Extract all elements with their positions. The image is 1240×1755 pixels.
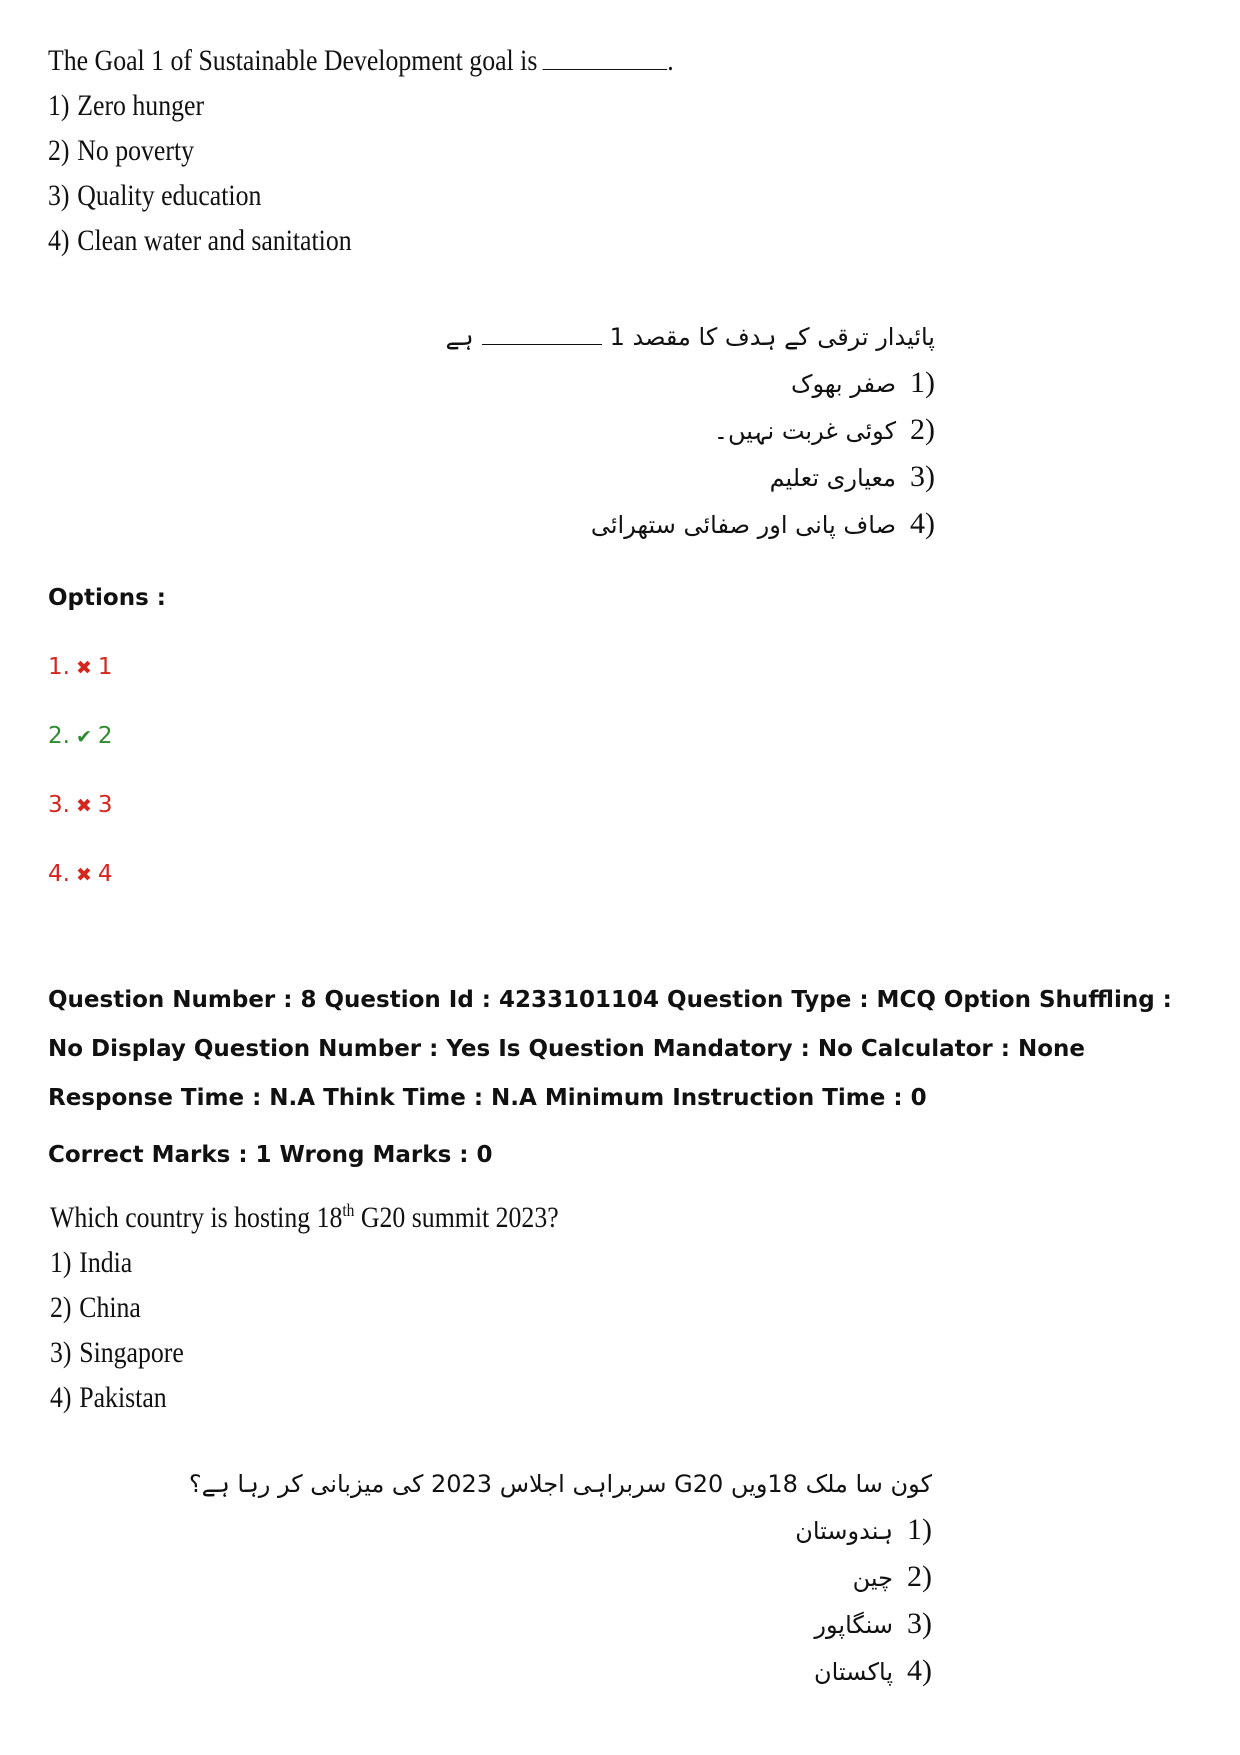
question-7-english [48, 38, 776, 263]
option-index: 4. [48, 861, 70, 887]
choice-text: پاکستان [813, 1658, 893, 1686]
option-index: 1. [48, 654, 70, 680]
choice-number: 1) [907, 1513, 932, 1546]
stem-text: The Goal 1 of Sustainable Development goal is [48, 44, 538, 77]
choice-text: سنگاپور [814, 1611, 893, 1639]
choice-3 [48, 173, 674, 218]
choice-number: 4) [48, 224, 70, 257]
answer-blank [543, 47, 668, 70]
choice-number: 4) [50, 1381, 72, 1414]
choice-1 [48, 83, 674, 128]
choice-text: Zero hunger [77, 89, 205, 122]
question-8-metadata: Question Number : 8 Question Id : 4233101104 Question Type : MCQ Option Shuffling : No Display Question Number : Yes Is Question Mandatory : No Calculator : None Response Time : N.A Think Time : N.A Minimum Instruction Time : 0 [48, 987, 1172, 1111]
option-2 [48, 723, 113, 749]
choice-number: 2) [50, 1291, 72, 1324]
choice-text: China [79, 1291, 141, 1324]
choice-number: 3) [910, 460, 935, 493]
cross-icon: ✖ [75, 657, 92, 679]
choice-1-urdu [445, 360, 935, 407]
option-value: 2 [97, 723, 113, 749]
question-stem-urdu [445, 315, 935, 360]
choice-text: کوئی غربت نہیں۔ [713, 417, 896, 445]
options-label: Options : [48, 585, 166, 611]
choice-text: No poverty [77, 134, 195, 167]
choice-number: 3) [50, 1336, 72, 1369]
ordinal-suffix: th [342, 1200, 355, 1220]
choice-text: معیاری تعلیم [769, 464, 896, 492]
choice-2-urdu [445, 407, 935, 454]
option-index: 2. [48, 723, 70, 749]
option-index: 3. [48, 792, 70, 818]
choice-3-urdu [445, 454, 935, 501]
question-7-urdu [445, 315, 935, 548]
option-4 [48, 861, 113, 887]
choice-4 [50, 1375, 559, 1420]
choice-text: Clean water and sanitation [77, 224, 352, 257]
question-stem [48, 38, 674, 83]
option-3 [48, 792, 113, 818]
choice-3 [50, 1330, 559, 1375]
choice-2 [48, 128, 674, 173]
question-8-marks: Correct Marks : 1 Wrong Marks : 0 [48, 1142, 493, 1168]
choice-text: صفر بھوک [790, 370, 896, 398]
choice-number: 2) [907, 1560, 932, 1593]
choice-4 [48, 218, 674, 263]
stem-text: Which country is hosting 18 [50, 1201, 343, 1234]
option-1 [48, 654, 113, 680]
option-value: 4 [97, 861, 113, 887]
stem-text-end: G20 summit 2023? [354, 1201, 559, 1234]
cross-icon: ✖ [75, 864, 92, 886]
choice-text: ہندوستان [795, 1517, 893, 1545]
option-value: 3 [97, 792, 113, 818]
cross-icon: ✖ [75, 795, 92, 817]
choice-2-urdu [189, 1554, 932, 1601]
choice-text: صاف پانی اور صفائی ستھرائی [590, 511, 896, 539]
choice-number: 3) [48, 179, 70, 212]
stem-text: کون سا ملک 18ویں G20 سربراہی اجلاس 2023 کی میزبانی کر رہا ہے؟ [188, 1470, 932, 1498]
choice-text: Quality education [77, 179, 262, 212]
choice-text: Singapore [79, 1336, 184, 1369]
choice-number: 1) [48, 89, 70, 122]
choice-3-urdu [189, 1601, 932, 1648]
stem-end: ہے [445, 323, 474, 351]
option-value: 1 [97, 654, 113, 680]
answer-blank [482, 322, 602, 345]
choice-number: 1) [910, 366, 935, 399]
question-stem-urdu [189, 1462, 932, 1507]
choice-number: 4) [910, 507, 935, 540]
choice-2 [50, 1285, 559, 1330]
question-stem [50, 1188, 559, 1240]
choice-text: Pakistan [79, 1381, 167, 1414]
question-8-english [50, 1188, 641, 1420]
choice-text: India [79, 1246, 133, 1279]
choice-text: چین [852, 1564, 893, 1592]
choice-1 [50, 1240, 559, 1285]
choice-number: 2) [910, 413, 935, 446]
choice-number: 1) [50, 1246, 72, 1279]
question-8-urdu [189, 1462, 932, 1695]
check-icon: ✔ [75, 726, 92, 748]
stem-text: پائیدار ترقی کے ہدف کا مقصد 1 [609, 323, 935, 351]
choice-number: 3) [907, 1607, 932, 1640]
choice-4-urdu [189, 1648, 932, 1695]
choice-number: 2) [48, 134, 70, 167]
choice-number: 4) [907, 1654, 932, 1687]
choice-1-urdu [189, 1507, 932, 1554]
stem-end: . [667, 44, 674, 77]
choice-4-urdu [445, 501, 935, 548]
